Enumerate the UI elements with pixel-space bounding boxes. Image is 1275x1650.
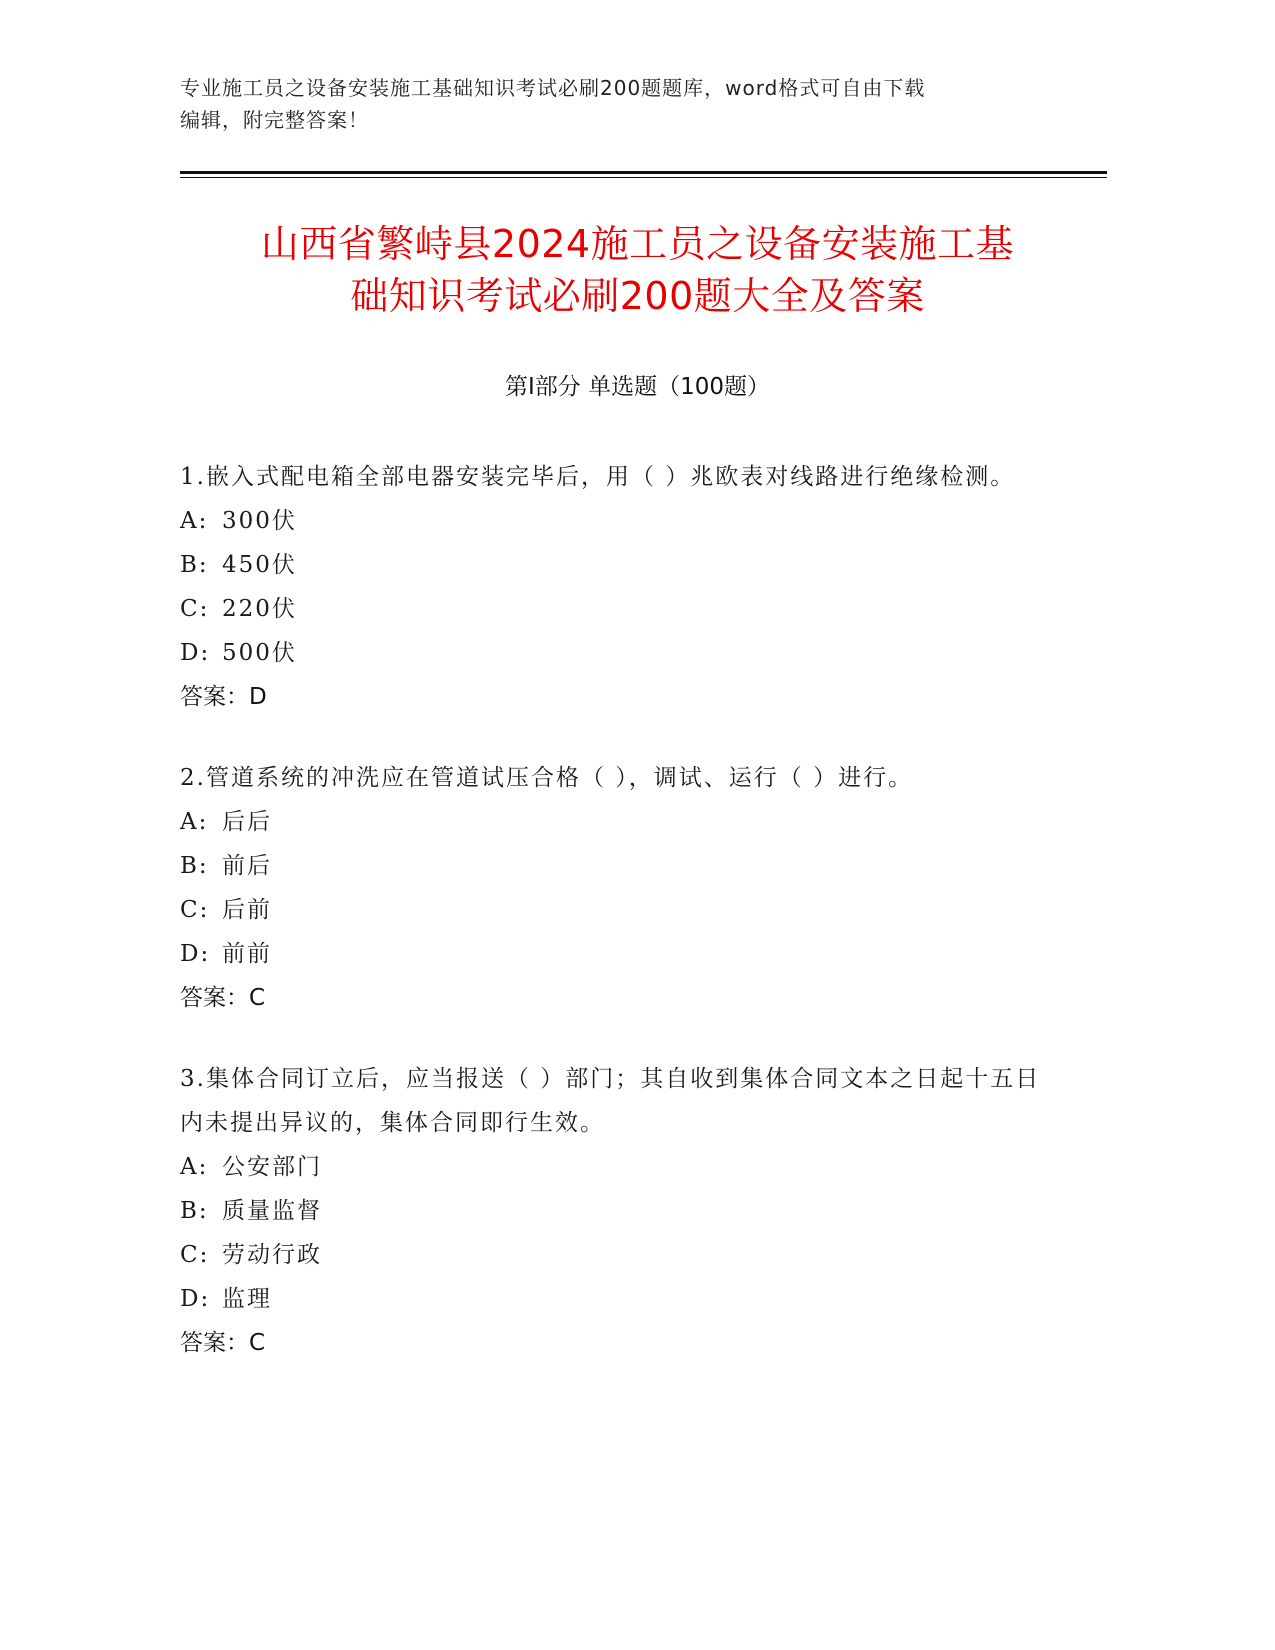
- option-d: [180, 631, 1060, 675]
- option-text: 450伏: [222, 552, 297, 578]
- option-letter: A:: [180, 508, 209, 534]
- option-letter: B:: [180, 853, 209, 879]
- option-text: 220伏: [222, 596, 297, 622]
- question-stem: 3.集体合同订立后，应当报送（ ）部门；其自收到集体合同文本之日起十五日内未提出异议的，集体合同即行生效。: [180, 1066, 1041, 1136]
- option-text: 后后: [222, 809, 272, 835]
- option-text: 质量监督: [222, 1198, 322, 1224]
- option-letter: C:: [180, 1242, 210, 1268]
- option-letter: D:: [180, 640, 211, 666]
- option-a: [180, 800, 1060, 844]
- question-stem: 1.嵌入式配电箱全部电器安装完毕后，用（ ）兆欧表对线路进行绝缘检测。: [180, 464, 1016, 490]
- option-b: [180, 844, 1060, 888]
- header-note-line-1: 专业施工员之设备安装施工基础知识考试必刷200题题库，word格式可自由下载: [180, 76, 926, 100]
- question-stem: 2.管道系统的冲洗应在管道试压合格（ ），调试、运行（ ）进行。: [180, 765, 914, 791]
- header-divider-thin: [180, 177, 1107, 178]
- option-letter: A:: [180, 809, 209, 835]
- option-c: [180, 888, 1060, 932]
- option-text: 监理: [222, 1286, 272, 1312]
- option-text: 劳动行政: [222, 1242, 322, 1268]
- option-letter: C:: [180, 596, 210, 622]
- option-letter: D:: [180, 1286, 211, 1312]
- answer-line: 答案：D: [180, 684, 267, 710]
- section-heading: 第Ⅰ部分 单选题（100题）: [505, 374, 770, 400]
- option-b: [180, 1189, 1060, 1233]
- option-a: [180, 1145, 1060, 1189]
- question-item: [180, 756, 1060, 1020]
- header-note: [180, 72, 1060, 136]
- option-d: [180, 1277, 1060, 1321]
- document-title-line-2: 础知识考试必刷200题大全及答案: [350, 274, 925, 318]
- option-text: 公安部门: [222, 1154, 322, 1180]
- document-title-line-1: 山西省繁峙县2024施工员之设备安装施工基: [260, 222, 1015, 266]
- option-text: 前后: [222, 853, 272, 879]
- answer-line: 答案：C: [180, 985, 266, 1011]
- header-divider-thick: [180, 171, 1107, 174]
- option-text: 500伏: [222, 640, 297, 666]
- option-letter: B:: [180, 1198, 209, 1224]
- header-note-line-2: 编辑，附完整答案！: [180, 108, 369, 132]
- option-letter: D:: [180, 941, 211, 967]
- option-letter: A:: [180, 1154, 209, 1180]
- document-title: [170, 218, 1105, 322]
- option-c: [180, 1233, 1060, 1277]
- option-text: 前前: [222, 941, 272, 967]
- option-d: [180, 932, 1060, 976]
- option-letter: C:: [180, 897, 210, 923]
- option-c: [180, 587, 1060, 631]
- option-a: [180, 499, 1060, 543]
- question-item: [180, 1057, 1060, 1365]
- question-item: [180, 455, 1060, 719]
- option-b: [180, 543, 1060, 587]
- answer-line: 答案：C: [180, 1330, 266, 1356]
- option-text: 300伏: [222, 508, 297, 534]
- option-letter: B:: [180, 552, 209, 578]
- option-text: 后前: [222, 897, 272, 923]
- question-list: [180, 455, 1060, 1402]
